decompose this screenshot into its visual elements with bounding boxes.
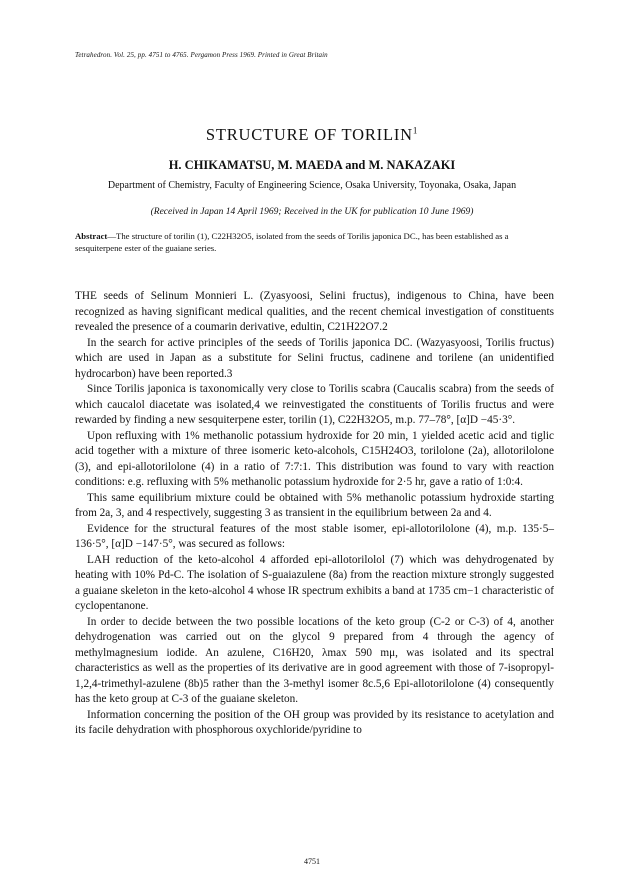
paragraph-9: Information concerning the position of the OH group was provided by its resistance to acetylation and its facile dehydration with phosphorous oxychloride/pyridine to — [75, 708, 554, 736]
page-number: 4751 — [304, 857, 320, 866]
paragraph-6: Evidence for the structural features of the most stable isomer, epi-allotorilolone (4), m.p. 135·5–136·5°, [α]D −147·5°, was secured as follows: — [75, 522, 554, 550]
paragraph-7: LAH reduction of the keto-alcohol 4 afforded epi-allotorilolol (7) which was dehydrogenated by heating with 10% Pd-C. The isolation of S-guaiazulene (8a) from the reaction mixture strongly suggested a guaiane skeleton in the keto-alcohol 4 whose IR spectrum exhibits a band at 1735 cm−1 characteristic of cyclopentanone. — [75, 553, 555, 612]
paragraph-2: In the search for active principles of the seeds of Torilis japonica DC. (Wazyasyoosi, Torilis fructus) which are used in Japan as a substitute for Selini fructus, cadinene and torilene (an unidentified hydrocarbon) have been reported.3 — [75, 336, 554, 380]
paragraph-4: Upon refluxing with 1% methanolic potassium hydroxide for 20 min, 1 yielded acetic acid and tiglic acid together with a mixture of three isomeric keto-alcohols, C15H24O3, torilolone (2a), allotorilolone (3), and epi-allotorilolone (4) in a ratio of 7:7:1. This distribution was found to vary with reaction conditions: e.g. refluxing with 5% methanolic potassium hydroxide for 2·5 hr, gave a ratio of 1:0:4. — [75, 429, 554, 488]
body-text — [75, 289, 554, 739]
paragraph-8: In order to decide between the two possible locations of the keto group (C-2 or C-3) of 4, another dehydrogenation was carried out on the glycol 9 prepared from 4 through the agency of methylmagnesium iodide. An azulene, C16H20, λmax 590 mμ, was isolated and its spectral characteristics as well as the properties of its derivative are in good agreement with those of 7-isopropyl-1,2,4-trimethyl-azulene (8b)5 rather than the 3-methyl isomer 8c.5,6 Epi-allotorilolone (4) consequently has the keto group at C-3 of the guaiane skeleton. — [75, 615, 554, 705]
received-dates: (Received in Japan 14 April 1969; Received in the UK for publication 10 June 1969) — [150, 207, 474, 217]
author-list: H. CHIKAMATSU, M. MAEDA and M. NAKAZAKI — [168, 158, 456, 172]
paragraph-1: THE seeds of Selinum Monnieri L. (Zyasyoosi, Selini fructus), indigenous to China, have been recognized as having significant medical qualities, and the recent chemical investigation of constituents revealed the presence of a coumarin derivative, edultin, C21H22O7.2 — [75, 290, 554, 333]
abstract-label: Abstract — [75, 231, 108, 241]
title-footnote-mark: 1 — [412, 125, 419, 136]
affiliation: Department of Chemistry, Faculty of Engineering Science, Osaka University, Toyonaka, Osaka, Japan — [107, 180, 517, 191]
header-text: Tetrahedron. Vol. 25, pp. 4751 to 4765. Pergamon Press 1969. Printed in Great Britain — [75, 51, 328, 59]
paragraph-5: This same equilibrium mixture could be obtained with 5% methanolic potassium hydroxide starting from 2a, 3, and 4 respectively, suggesting 3 as transient in the equilibrium between 2a and 4. — [75, 491, 554, 519]
paper-title — [0, 125, 624, 145]
abstract — [75, 230, 553, 254]
paragraph-3: Since Torilis japonica is taxonomically very close to Torilis scabra (Caucalis scabra) from the seeds of which caucalol diacetate was isolated,4 we reinvestigated the constituents of Torilis fructus and were rewarded by finding a new sesquiterpene ester, torilin (1), C22H32O5, m.p. 77–78°, [α]D −45·3°. — [75, 383, 554, 426]
abstract-text: —The structure of torilin (1), C22H32O5, isolated from the seeds of Torilis japonica DC., has been established as a sesquiterpene ester of the guaiane series. — [75, 231, 509, 253]
journal-header — [75, 51, 328, 59]
title-text: STRUCTURE OF TORILIN — [205, 125, 413, 144]
